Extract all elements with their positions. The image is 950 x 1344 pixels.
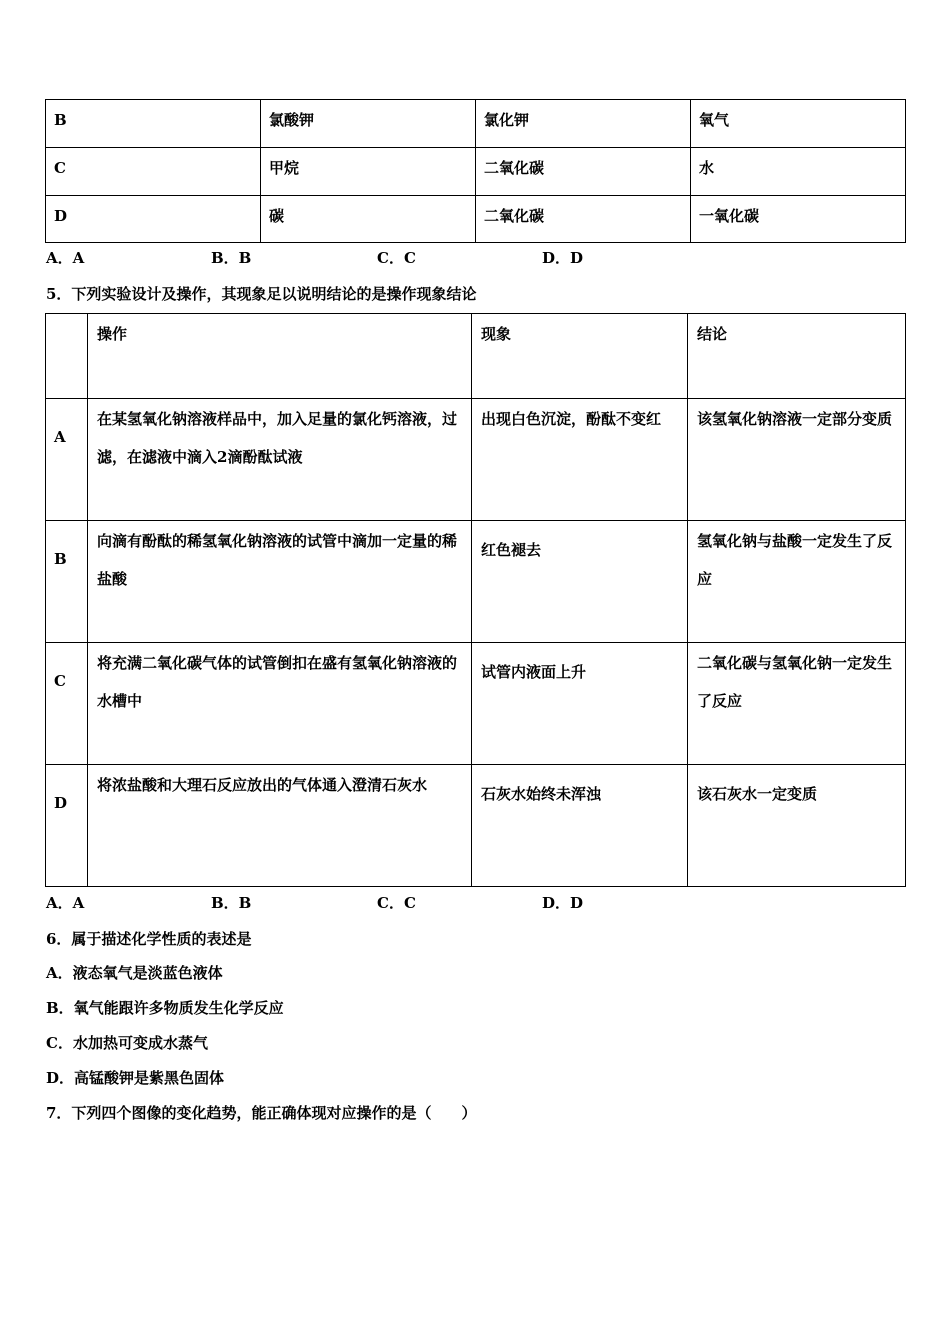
row-label: B xyxy=(54,111,67,129)
table-cell: 氯化钾 xyxy=(484,111,530,129)
q5-option-b: B．B xyxy=(211,894,252,912)
table-cell: 二氧化碳 xyxy=(484,159,545,177)
table-cell: 甲烷 xyxy=(269,159,300,177)
operation-cell: 在某氢氧化钠溶液样品中，加入足量的氯化钙溶液，过滤，在滤液中滴入2滴酚酞试液 xyxy=(97,410,458,466)
table-cell: 水 xyxy=(699,159,715,177)
q6-option-c: C．水加热可变成水蒸气 xyxy=(46,1034,208,1052)
table-cell: 碳 xyxy=(269,207,285,225)
q5-option-c: C．C xyxy=(377,894,416,912)
phenomenon-cell: 出现白色沉淀，酚酞不变红 xyxy=(481,410,662,428)
phenomenon-cell: 试管内液面上升 xyxy=(481,663,587,681)
q4-option-a: A．A xyxy=(46,249,85,267)
row-label: A xyxy=(54,428,66,446)
conclusion-cell: 氢氧化钠与盐酸一定发生了反应 xyxy=(697,532,893,588)
q7-stem: 7．下列四个图像的变化趋势，能正确体现对应操作的是（ ） xyxy=(46,1104,477,1122)
q4-table xyxy=(45,99,906,243)
table-header-row xyxy=(46,314,906,399)
conclusion-cell: 二氧化碳与氢氧化钠一定发生了反应 xyxy=(697,654,893,710)
table-cell: 氯酸钾 xyxy=(269,111,315,129)
table-row xyxy=(46,521,906,643)
operation-cell: 将充满二氧化碳气体的试管倒扣在盛有氢氧化钠溶液的水槽中 xyxy=(97,654,458,710)
q5-option-d: D．D xyxy=(542,894,584,912)
phenomenon-cell: 红色褪去 xyxy=(481,541,542,559)
table-cell: 氧气 xyxy=(699,111,730,129)
operation-cell: 向滴有酚酞的稀氢氧化钠溶液的试管中滴加一定量的稀盐酸 xyxy=(97,532,458,588)
row-label: D xyxy=(54,207,68,225)
row-label: C xyxy=(54,159,66,177)
operation-cell: 将浓盐酸和大理石反应放出的气体通入澄清石灰水 xyxy=(97,776,428,794)
q4-option-c: C．C xyxy=(377,249,416,267)
column-header-operation: 操作 xyxy=(97,325,128,343)
table-row xyxy=(46,643,906,765)
row-label: B xyxy=(54,550,67,568)
q5-option-a: A．A xyxy=(46,894,85,912)
conclusion-cell: 该氢氧化钠溶液一定部分变质 xyxy=(697,410,893,428)
table-row xyxy=(46,100,906,148)
q5-stem: 5．下列实验设计及操作，其现象足以说明结论的是操作现象结论 xyxy=(46,285,477,303)
q4-option-d: D．D xyxy=(542,249,584,267)
column-header-conclusion: 结论 xyxy=(697,325,728,343)
table-cell: 一氧化碳 xyxy=(699,207,760,225)
phenomenon-cell: 石灰水始终未浑浊 xyxy=(481,785,602,803)
conclusion-cell: 该石灰水一定变质 xyxy=(697,785,818,803)
table-row xyxy=(46,765,906,887)
row-label: C xyxy=(54,672,66,690)
q6-stem: 6．属于描述化学性质的表述是 xyxy=(46,930,252,948)
table-row xyxy=(46,148,906,196)
q6-option-b: B．氧气能跟许多物质发生化学反应 xyxy=(46,999,284,1017)
column-header-phenomenon: 现象 xyxy=(481,325,512,343)
q6-option-a: A．液态氧气是淡蓝色液体 xyxy=(46,964,223,982)
q5-table xyxy=(45,313,906,887)
q6-option-d: D．高锰酸钾是紫黑色固体 xyxy=(46,1069,225,1087)
table-row xyxy=(46,399,906,521)
row-label: D xyxy=(54,794,68,812)
q4-option-b: B．B xyxy=(211,249,252,267)
table-cell: 二氧化碳 xyxy=(484,207,545,225)
table-row xyxy=(46,196,906,243)
